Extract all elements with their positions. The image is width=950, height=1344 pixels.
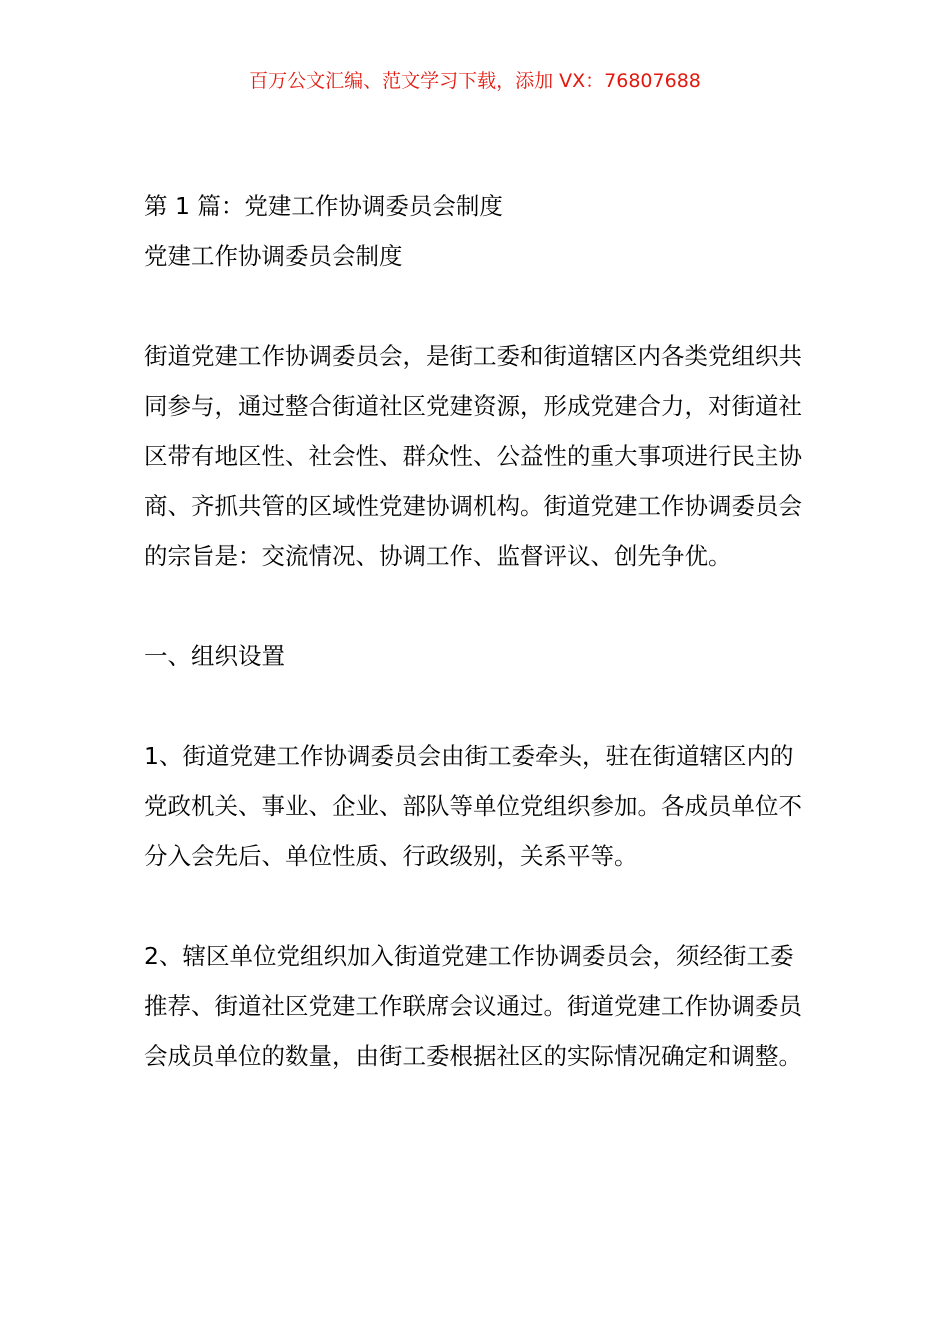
spacer — [144, 881, 809, 931]
document-title: 党建工作协调委员会制度 — [144, 242, 403, 270]
header-banner: 百万公文汇编、范文学习下载，添加 VX：76807688 — [249, 70, 701, 92]
spacer — [144, 681, 809, 731]
spacer — [144, 281, 809, 331]
intro-paragraph: 街道党建工作协调委员会，是街工委和街道辖区内各类党组织共同参与，通过整合街道社区党建资源，形成党建合力，对街道社区带有地区性、社会性、群众性、公益性的重大事项进行民主协商、齐抓共管的区域性党建协调机构。街道党建工作协调委员会的宗旨是：交流情况、协调工作、监督评议、创先争优。 — [144, 342, 802, 570]
list-item: 2、辖区单位党组织加入街道党建工作协调委员会，须经街工委推荐、街道社区党建工作联席会议通过。街道党建工作协调委员会成员单位的数量，由街工委根据社区的实际情况确定和调整。 — [144, 942, 802, 1070]
section-heading: 一、组织设置 — [144, 642, 285, 670]
chapter-title: 第 1 篇：党建工作协调委员会制度 — [144, 192, 503, 220]
document-body — [144, 181, 809, 1081]
spacer — [144, 581, 809, 631]
list-item: 1、街道党建工作协调委员会由街工委牵头，驻在街道辖区内的党政机关、事业、企业、部队等单位党组织参加。各成员单位不分入会先后、单位性质、行政级别，关系平等。 — [144, 742, 802, 870]
